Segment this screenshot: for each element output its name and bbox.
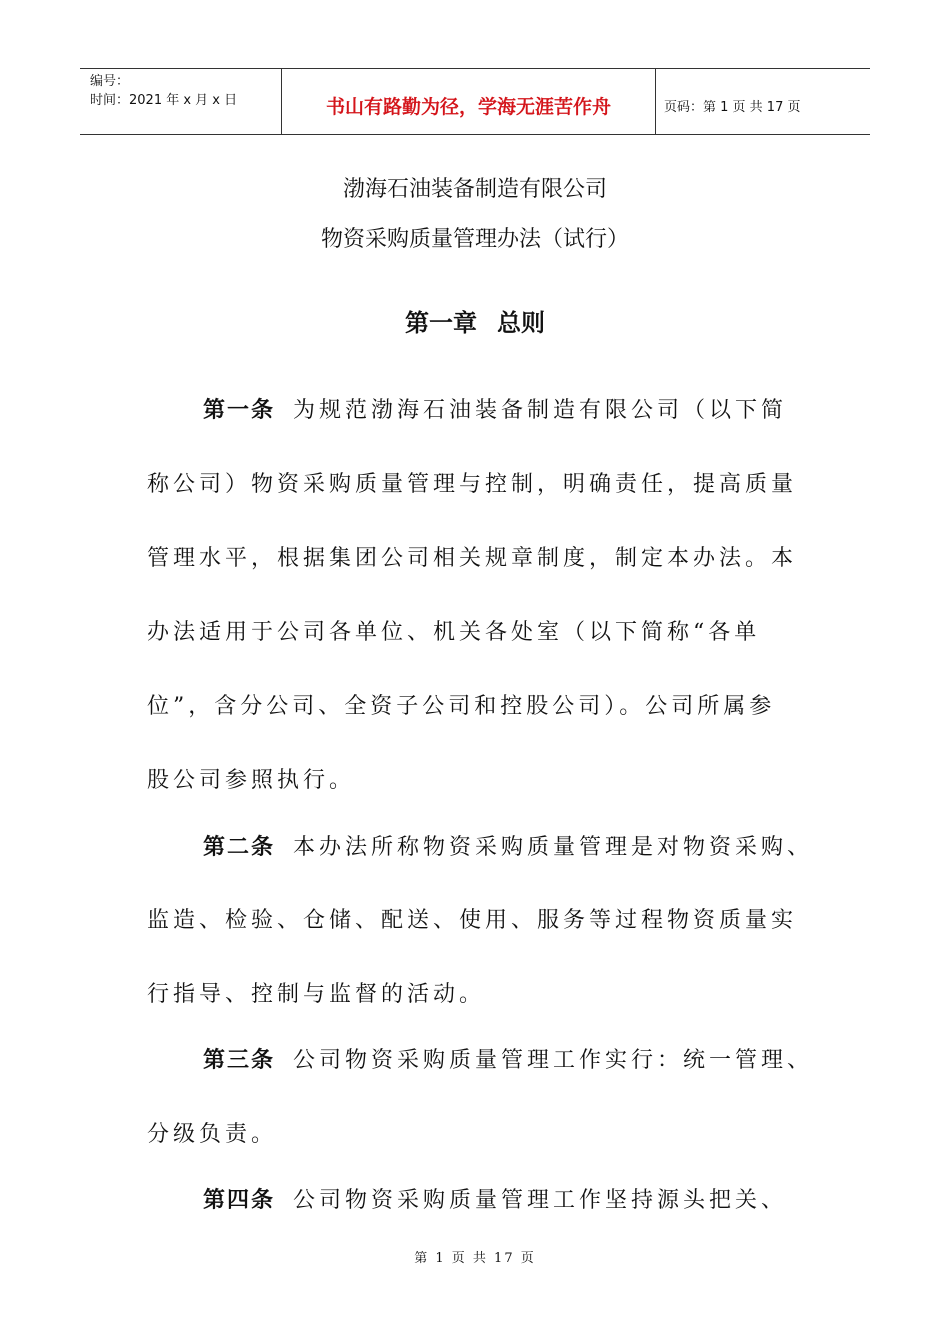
- article-1-line-6: 股公司参照执行。: [147, 768, 356, 793]
- article-text: 公司物资采购质量管理工作实行：统一管理、: [293, 1048, 814, 1073]
- article-1-line-3: 管理水平，根据集团公司相关规章制度，制定本办法。本: [147, 546, 798, 571]
- article-1-line-2: 称公司）物资采购质量管理与控制，明确责任，提高质量: [147, 472, 798, 497]
- article-1-line-1: [203, 396, 787, 426]
- article-1-line-4: 办法适用于公司各单位、机关各处室（以下简称“各单: [147, 620, 761, 645]
- article-2-line-3: 行指导、控制与监督的活动。: [147, 982, 486, 1007]
- page-header: [80, 68, 870, 135]
- article-4-line-1: [203, 1186, 787, 1216]
- article-3-line-1: [203, 1046, 813, 1076]
- article-2-line-1: [203, 833, 813, 863]
- company-title: 渤海石油装备制造有限公司: [342, 177, 607, 202]
- article-label: 第一条: [203, 398, 276, 423]
- header-motto: 书山有路勤为径，学海无涯苦作舟: [282, 69, 656, 134]
- header-info: [80, 69, 282, 134]
- header-number: 编号：: [90, 74, 130, 89]
- page-footer: 第 1 页 共 17 页: [414, 1251, 536, 1266]
- chapter-heading: [0, 303, 950, 338]
- document-title: 物资采购质量管理办法（试行）: [320, 227, 629, 252]
- chapter-number: 第一章: [405, 309, 477, 337]
- article-text: 为规范渤海石油装备制造有限公司（以下简: [293, 398, 788, 423]
- chapter-name: 总则: [497, 309, 545, 337]
- article-label: 第四条: [203, 1188, 276, 1213]
- article-label: 第三条: [203, 1048, 276, 1073]
- article-3-line-2: 分级负责。: [147, 1122, 278, 1147]
- header-time: 时间：2021 年 x 月 x 日: [90, 93, 238, 108]
- article-1-line-5: 位”，含分公司、全资子公司和控股公司）。公司所属参: [147, 694, 776, 719]
- article-2-line-2: 监造、检验、仓储、配送、使用、服务等过程物资质量实: [147, 908, 798, 933]
- article-text: 公司物资采购质量管理工作坚持源头把关、: [293, 1188, 788, 1213]
- article-label: 第二条: [203, 835, 276, 860]
- article-text: 本办法所称物资采购质量管理是对物资采购、: [293, 835, 814, 860]
- header-page: 页码：第 1 页 共 17 页: [664, 100, 801, 115]
